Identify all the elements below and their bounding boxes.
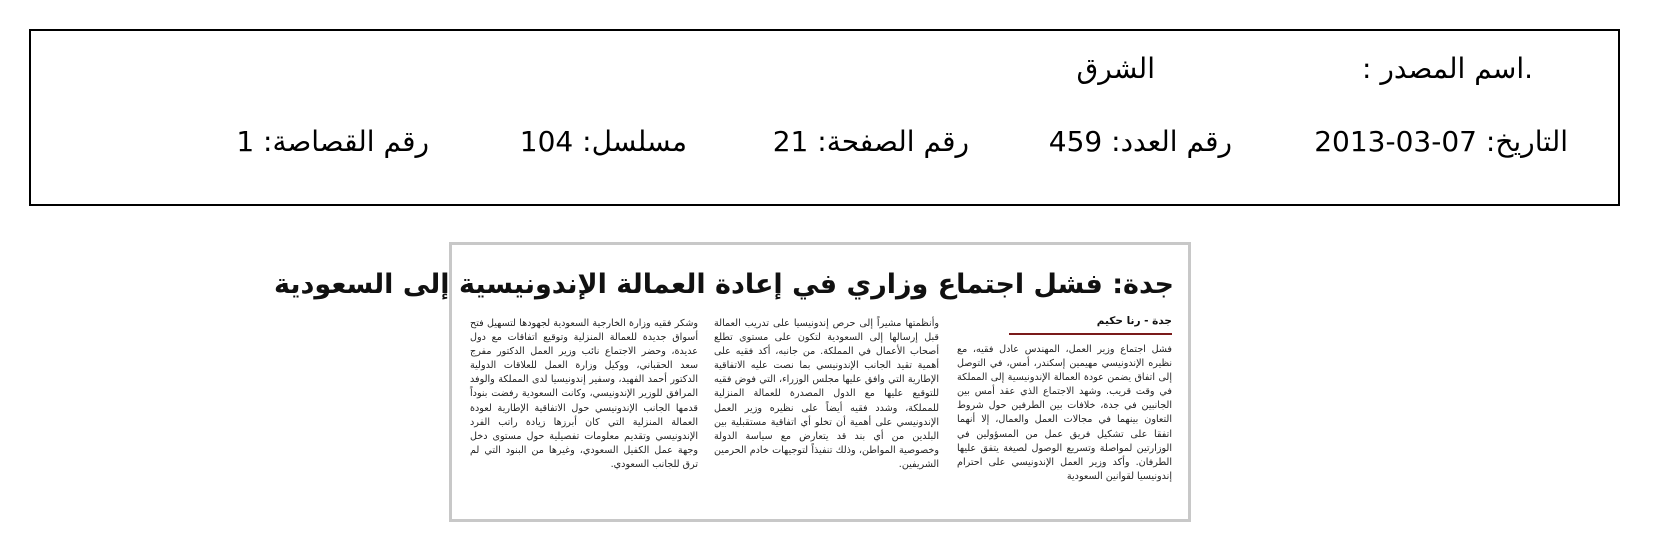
issue-field: رقم العدد: 459	[1048, 125, 1232, 158]
article-byline: جدة - رنا حكيم	[1096, 315, 1172, 327]
article-column-1: فشل اجتماع وزير العمل، المهندس عادل فقيه، مع نظيره الإندونيسي مهيمين إسكندر، أمس، في التوصل إلى اتفاق يضمن عودة العمالة الإندونيسية إلى المملكة في وقت قريب. وشهد الاجتماع الذي عقد أمس بين الجانبين في جدة، خلافات بين الطرفين حول شروط التعاون بينهما في مجالات العمل والعمال، إلا أنهما اتفقا على تشكيل فريق عمل من المسؤولين في الوزارتين لمواصلة وتسريع الوصول لصيغة يتفق عليها الطرفان. وأكد وزير العمل الإندونيسي على احترام إندونيسيا لقوانين السعودية	[957, 344, 1172, 482]
clip-number-field: رقم القصاصة: 1	[236, 125, 429, 158]
serial-field: مسلسل: 104	[519, 125, 687, 158]
article-column-2: وأنظمتها مشيراً إلى حرص إندونيسيا على تدريب العمالة قبل إرسالها إلى السعودية لتكون على مستوى تطلع أصحاب الأعمال في المملكة. من جانبه، أكد فقيه على أهمية تقيد الجانب الإندونيسي بما نصت عليه الاتفاقية الإطارية التي وافق عليها مجلس الوزراء، التي فوض فقيه للتوقيع عليها مع الدول المصدرة للعمالة المنزلية للمملكة، وشدد فقيه أيضاً على نظيره وزير العمل الإندونيسي على أهمية أن تخلو أي اتفاقية مستقبلية بين البلدين من أي بند قد يتعارض مع سياسة الدولة وخصوصية المواطن، وذلك تنفيذاً لتوجيهات خادم الحرمين الشريفين.	[714, 318, 939, 470]
date-field: التاريخ: 07-03-2013	[1314, 125, 1568, 158]
byline-rule	[1009, 333, 1172, 335]
page-field: رقم الصفحة: 21	[772, 125, 969, 158]
source-value: الشرق	[1076, 52, 1155, 85]
newspaper-clipping	[274, 242, 1191, 522]
source-label: .اسم المصدر :	[1361, 52, 1533, 85]
article-headline: جدة: فشل اجتماع وزاري في إعادة العمالة الإندونيسية إلى السعودية	[274, 269, 1174, 300]
article-column-3: وشكر فقيه وزارة الخارجية السعودية لجهودها لتسهيل فتح أسواق جديدة للعمالة المنزلية وتوقيع اتفاقات مع دول عديدة، وحضر الاجتماع نائب وزير العمل الدكتور مفرج سعد الحقباني، ووكيل وزارة العمل للعلاقات الدولية الدكتور أحمد الفهيد، وسفير إندونيسيا لدى المملكة والوفد المرافق للوزير الإندونيسي، وكانت السعودية رفضت بنوداً قدمها الجانب الإندونيسي حول الاتفاقية الإطارية لعودة العمالة المنزلية التي كان أبرزها زيادة راتب الفرد الإندونيسي وتقديم معلومات تفصيلية حول مستوى دخل وجهة عمل الكفيل السعودي، وغيرها من البنود التي لم ترق للجانب السعودي.	[470, 318, 698, 470]
